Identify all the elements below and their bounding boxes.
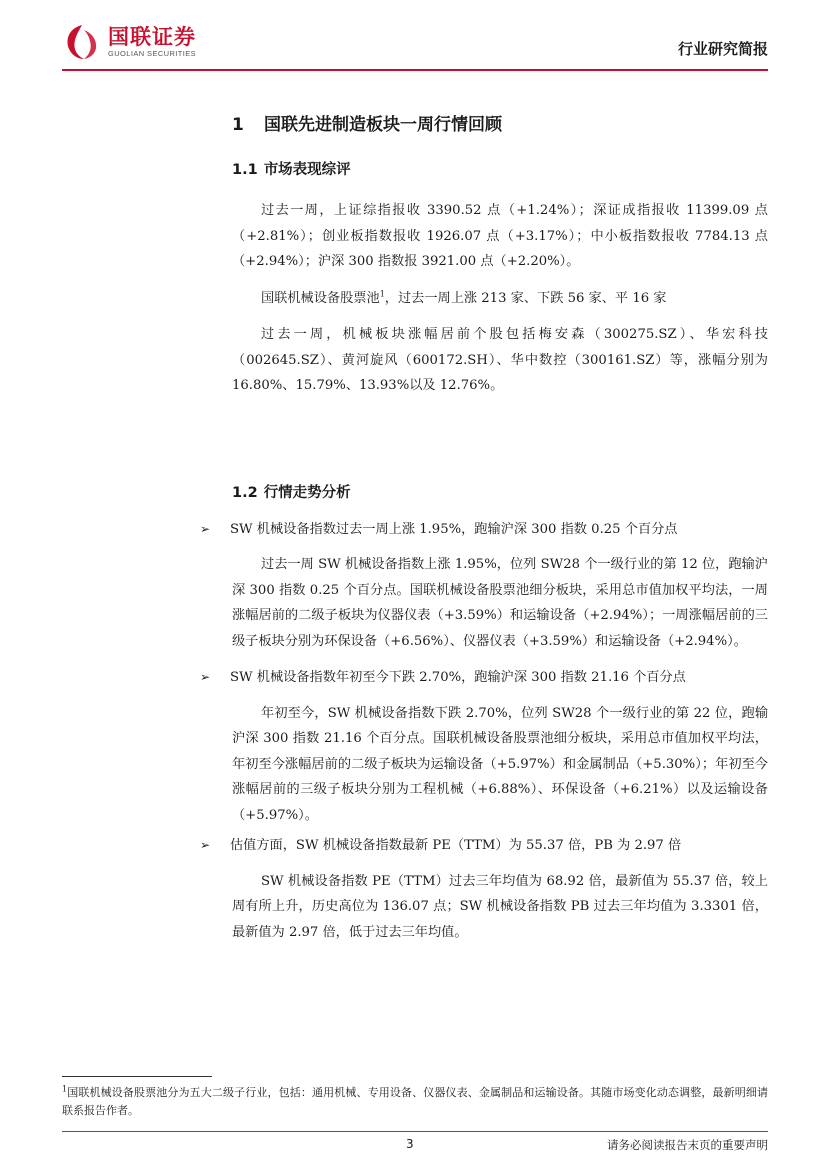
stock-pool-text: 国联机械设备股票池 bbox=[261, 290, 380, 306]
weekly-analysis-paragraph: 过去一周 SW 机械设备指数上涨 1.95%，位列 SW28 个一级行业的第 12 位，跑输沪深 300 指数 0.25 个百分点。国联机械设备股票池细分板块，采用总市值加权平均法，一周涨幅居前的二级子板块为仪器仪表（+3.59%）和运输设备（+2.94%）；一周涨幅居前的三级子板块分别为环保设备（+6.56%）、仪器仪表（+3.59%）和运输设备（+2.94%）。 bbox=[232, 557, 768, 649]
top-gainers-paragraph: 过去一周，机械板块涨幅居前个股包括梅安森（300275.SZ）、华宏科技（002645.SZ）、黄河旋风（600172.SH）、华中数控（300161.SZ）等，涨幅分别为 16.80%、15.79%、13.93%以及 12.76%。 bbox=[232, 327, 768, 393]
section-1-title: 国联先进制造板块一周行情回顾 bbox=[264, 115, 502, 135]
page-header bbox=[62, 20, 768, 70]
report-type-label: 行业研究简报 bbox=[677, 40, 768, 58]
bullet-weekly-performance bbox=[200, 517, 768, 543]
bullet-arrow-icon: ➢ bbox=[200, 838, 211, 852]
logo-chinese-name: 国联证券 bbox=[108, 25, 196, 49]
bullet-valuation bbox=[200, 833, 768, 859]
footnote bbox=[62, 1084, 768, 1120]
section-1-number: 1 bbox=[232, 115, 244, 135]
bullet-arrow-icon: ➢ bbox=[200, 521, 211, 536]
stock-pool-paragraph bbox=[232, 286, 768, 312]
logo-english-name: GUOLIAN SECURITIES bbox=[108, 49, 197, 58]
valuation-paragraph: SW 机械设备指数 PE（TTM）过去三年均值为 68.92 倍，最新值为 55.37 倍，较上周有所上升，历史高位为 136.07 点；SW 机械设备指数 PB 过去三年均值为 3.3301 倍，最新值为 2.97 倍，低于过去三年均值。 bbox=[232, 873, 768, 940]
bullet-arrow-icon: ➢ bbox=[200, 670, 211, 684]
footer-disclaimer: 请务必阅读报告末页的重要声明 bbox=[607, 1138, 768, 1152]
footer-divider bbox=[62, 1131, 768, 1132]
bullet-ytd-performance bbox=[200, 665, 768, 691]
section-1-1-number: 1.1 bbox=[232, 162, 258, 178]
section-1-1-heading bbox=[232, 158, 768, 182]
section-1-2-heading bbox=[232, 481, 768, 505]
header-divider bbox=[62, 69, 768, 71]
section-1-2-number: 1.2 bbox=[232, 484, 258, 501]
footnote-mark: 1 bbox=[62, 1084, 68, 1094]
section-1-1-title: 市场表现综评 bbox=[263, 162, 351, 178]
footnote-reference[interactable]: 1 bbox=[379, 289, 385, 299]
ytd-analysis-paragraph: 年初至今，SW 机械设备指数下跌 2.70%，位列 SW28 个一级行业的第 22 位，跑输沪深 300 指数 21.16 个百分点。国联机械设备股票池细分板块，采用总市值加权平均法，年初至今涨幅居前的二级子板块为运输设备（+5.97%）和金属制品（+5.30%）；年初至今涨幅居前的三级子板块分别为工程机械（+6.88%）、环保设备（+6.21%）以及运输设备（+5.97%）。 bbox=[232, 705, 768, 823]
section-1-2-title: 行情走势分析 bbox=[263, 484, 351, 501]
bullet-weekly-text: SW 机械设备指数过去一周上涨 1.95%，跑输沪深 300 指数 0.25 个百分点 bbox=[230, 521, 678, 537]
company-logo bbox=[62, 22, 196, 62]
main-content bbox=[200, 112, 768, 945]
section-1-heading bbox=[232, 112, 768, 138]
stock-pool-stats: ，过去一周上涨 213 家、下跌 56 家、平 16 家 bbox=[384, 290, 667, 306]
page-number: 3 bbox=[406, 1137, 414, 1151]
market-summary-paragraph: 过去一周，上证综指报收 3390.52 点（+1.24%）；深证成指报收 11399.09 点（+2.81%）；创业板指数报收 1926.07 点（+3.17%）；中小板指数报收 7784.13 点（+2.94%）；沪深 300 指数报 3921.00 点（+2.20%）。 bbox=[232, 203, 768, 269]
logo-wordmark bbox=[108, 25, 196, 59]
logo-emblem-icon bbox=[62, 22, 102, 62]
bullet-valuation-text: 估值方面，SW 机械设备指数最新 PE（TTM）为 55.37 倍，PB 为 2.97 倍 bbox=[230, 838, 682, 853]
bullet-ytd-text: SW 机械设备指数年初至今下跌 2.70%，跑输沪深 300 指数 21.16 个百分点 bbox=[230, 670, 686, 685]
footnote-text: 国联机械设备股票池分为五大二级子行业，包括：通用机械、专用设备、仪器仪表、金属制品和运输设备。其随市场变化动态调整，最新明细请联系报告作者。 bbox=[62, 1086, 768, 1117]
footnote-divider bbox=[62, 1076, 212, 1077]
